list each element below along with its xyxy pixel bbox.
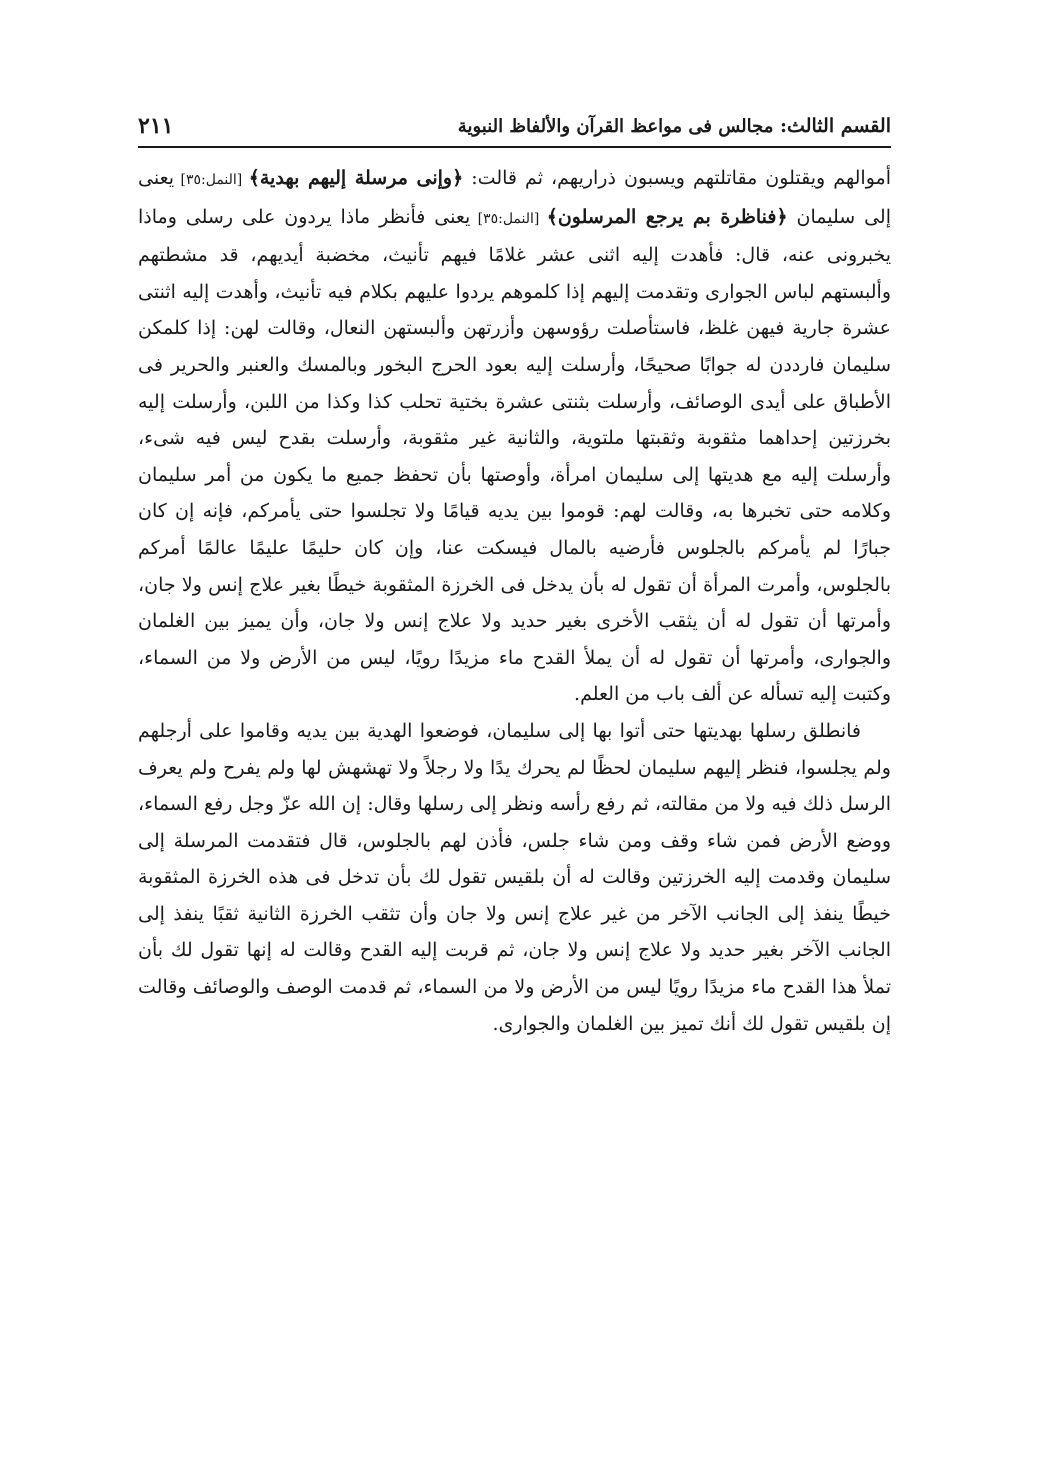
- verse-reference: [النمل:٣٥]: [174, 172, 249, 188]
- section-subtitle: مجالس فى مواعظ القرآن والألفاظ النبوية: [457, 116, 774, 137]
- page-number: ٢١١: [138, 113, 174, 139]
- quran-verse: ﴿وإنى مرسلة إليهم بهدية﴾: [248, 167, 464, 189]
- page-header: [138, 108, 891, 148]
- section-label: القسم الثالث:: [780, 115, 891, 137]
- quran-verse: ﴿فناظرة بم يرجع المرسلون﴾: [546, 205, 788, 228]
- main-text: [138, 160, 891, 1042]
- text-segment: أموالهم ويقتلون مقاتلتهم ويسبون ذراريهم، ثم قالت:: [463, 167, 891, 189]
- running-title: [458, 108, 891, 145]
- paragraph-1: [138, 160, 891, 713]
- paragraph-2: فانطلق رسلها بهديتها حتى أتوا بها إلى سليمان، فوضعوا الهدية بين يديه وقاموا على أرجلهم ولم يجلسوا، فنظر إليهم سليمان لحظًا لم يحرك يدًا ولا رجلاً ولا تهشهش لها ولم يفرح ولم يعرف الرسل ذلك فيه ولا من مقالته، ثم رفع رأسه ونظر إلى رسلها وقال: إن الله عزّ وجل رفع السماء، ووضع الأرض فمن شاء وقف ومن شاء جلس، فأذن لهم بالجلوس، قال فتقدمت المرسلة إلى سليمان وقدمت إليه الخرزتين وقالت له أن بلقيس تقول لك بأن تدخل فى هذه الخرزة المثقوبة خيطًا ينفذ إلى الجانب الآخر من غير علاج إنس ولا جان وأن تثقب الخرزة الثانية ثقبًا ينفذ إلى الجانب الآخر بغير حديد ولا علاج إنس ولا جان، ثم قربت إليه القدح وقالت له إنها تقول لك بأن تملأ هذا القدح ماء مزيدًا رويًا ليس من الأرض ولا من السماء، ثم قدمت الوصف والوصائف وقالت إن بلقيس تقول لك أنك تميز بين الغلمان والجوارى.: [138, 719, 891, 1035]
- header-divider: [138, 146, 891, 148]
- text-segment: يعنى فأنظر ماذا يردون على رسلى وماذا يخبرونى عنه، قال: فأهدت إليه اثنى عشر غلامًا فيهم تأنيث، مخضبة أيديهم، قد مشطتهم وألبستهم لباس الجوارى وتقدمت إليهم إذا كلموهم يردوا عليهم بكلام فيه تأنيث، وأهدت إليه اثنتى عشرة جارية فيهن غلظ، فاستأصلت رؤوسهن وأزرتهن وألبستهن النعال، وقالت لهن: إذا كلمكن سليمان فارددن له جوابًا صحيحًا، وأرسلت إليه بعود الحرج البخور وبالمسك والعنبر والحرير فى الأطباق على أيدى الوصائف، وأرسلت بثنتى عشرة بختية تحلب كذا وكذا من اللبن، وأرسلت إليه بخرزتين إحداهما مثقوبة وثقبتها ملتوية، والثانية غير مثقوبة، وأرسلت بقدح ليس فيه شىء، وأرسلت إليه مع هديتها إلى سليمان امرأة، وأوصتها بأن تحفظ جميع ما يكون من أمر سليمان وكلامه حتى تخبرها به، وقالت لهم: قوموا بين يديه قيامًا ولا تجلسوا حتى يأمركم، فإنه إن كان جبارًا لم يأمركم بالجلوس فأرضيه بالمال فيسكت عنا، وإن كان حليمًا عليمًا عالمًا أمركم بالجلوس، وأمرت المرأة أن تقول له بأن يدخل فى الخرزة المثقوبة خيطًا بغير علاج إنس ولا جان، وأمرتها أن تقول له أن يثقب الأخرى بغير حديد ولا علاج إنس ولا جان، وأن يميز بين الغلمان والجوارى، وأمرتها أن تقول له أن يملأ القدح ماء مزيدًا رويًا، ليس من الأرض ولا من السماء، وكتبت إليه تسأله عن ألف باب من العلم.: [138, 205, 891, 706]
- text-segment: يعنى إلى سليمان: [138, 167, 891, 228]
- verse-reference: [النمل:٣٥]: [470, 210, 547, 227]
